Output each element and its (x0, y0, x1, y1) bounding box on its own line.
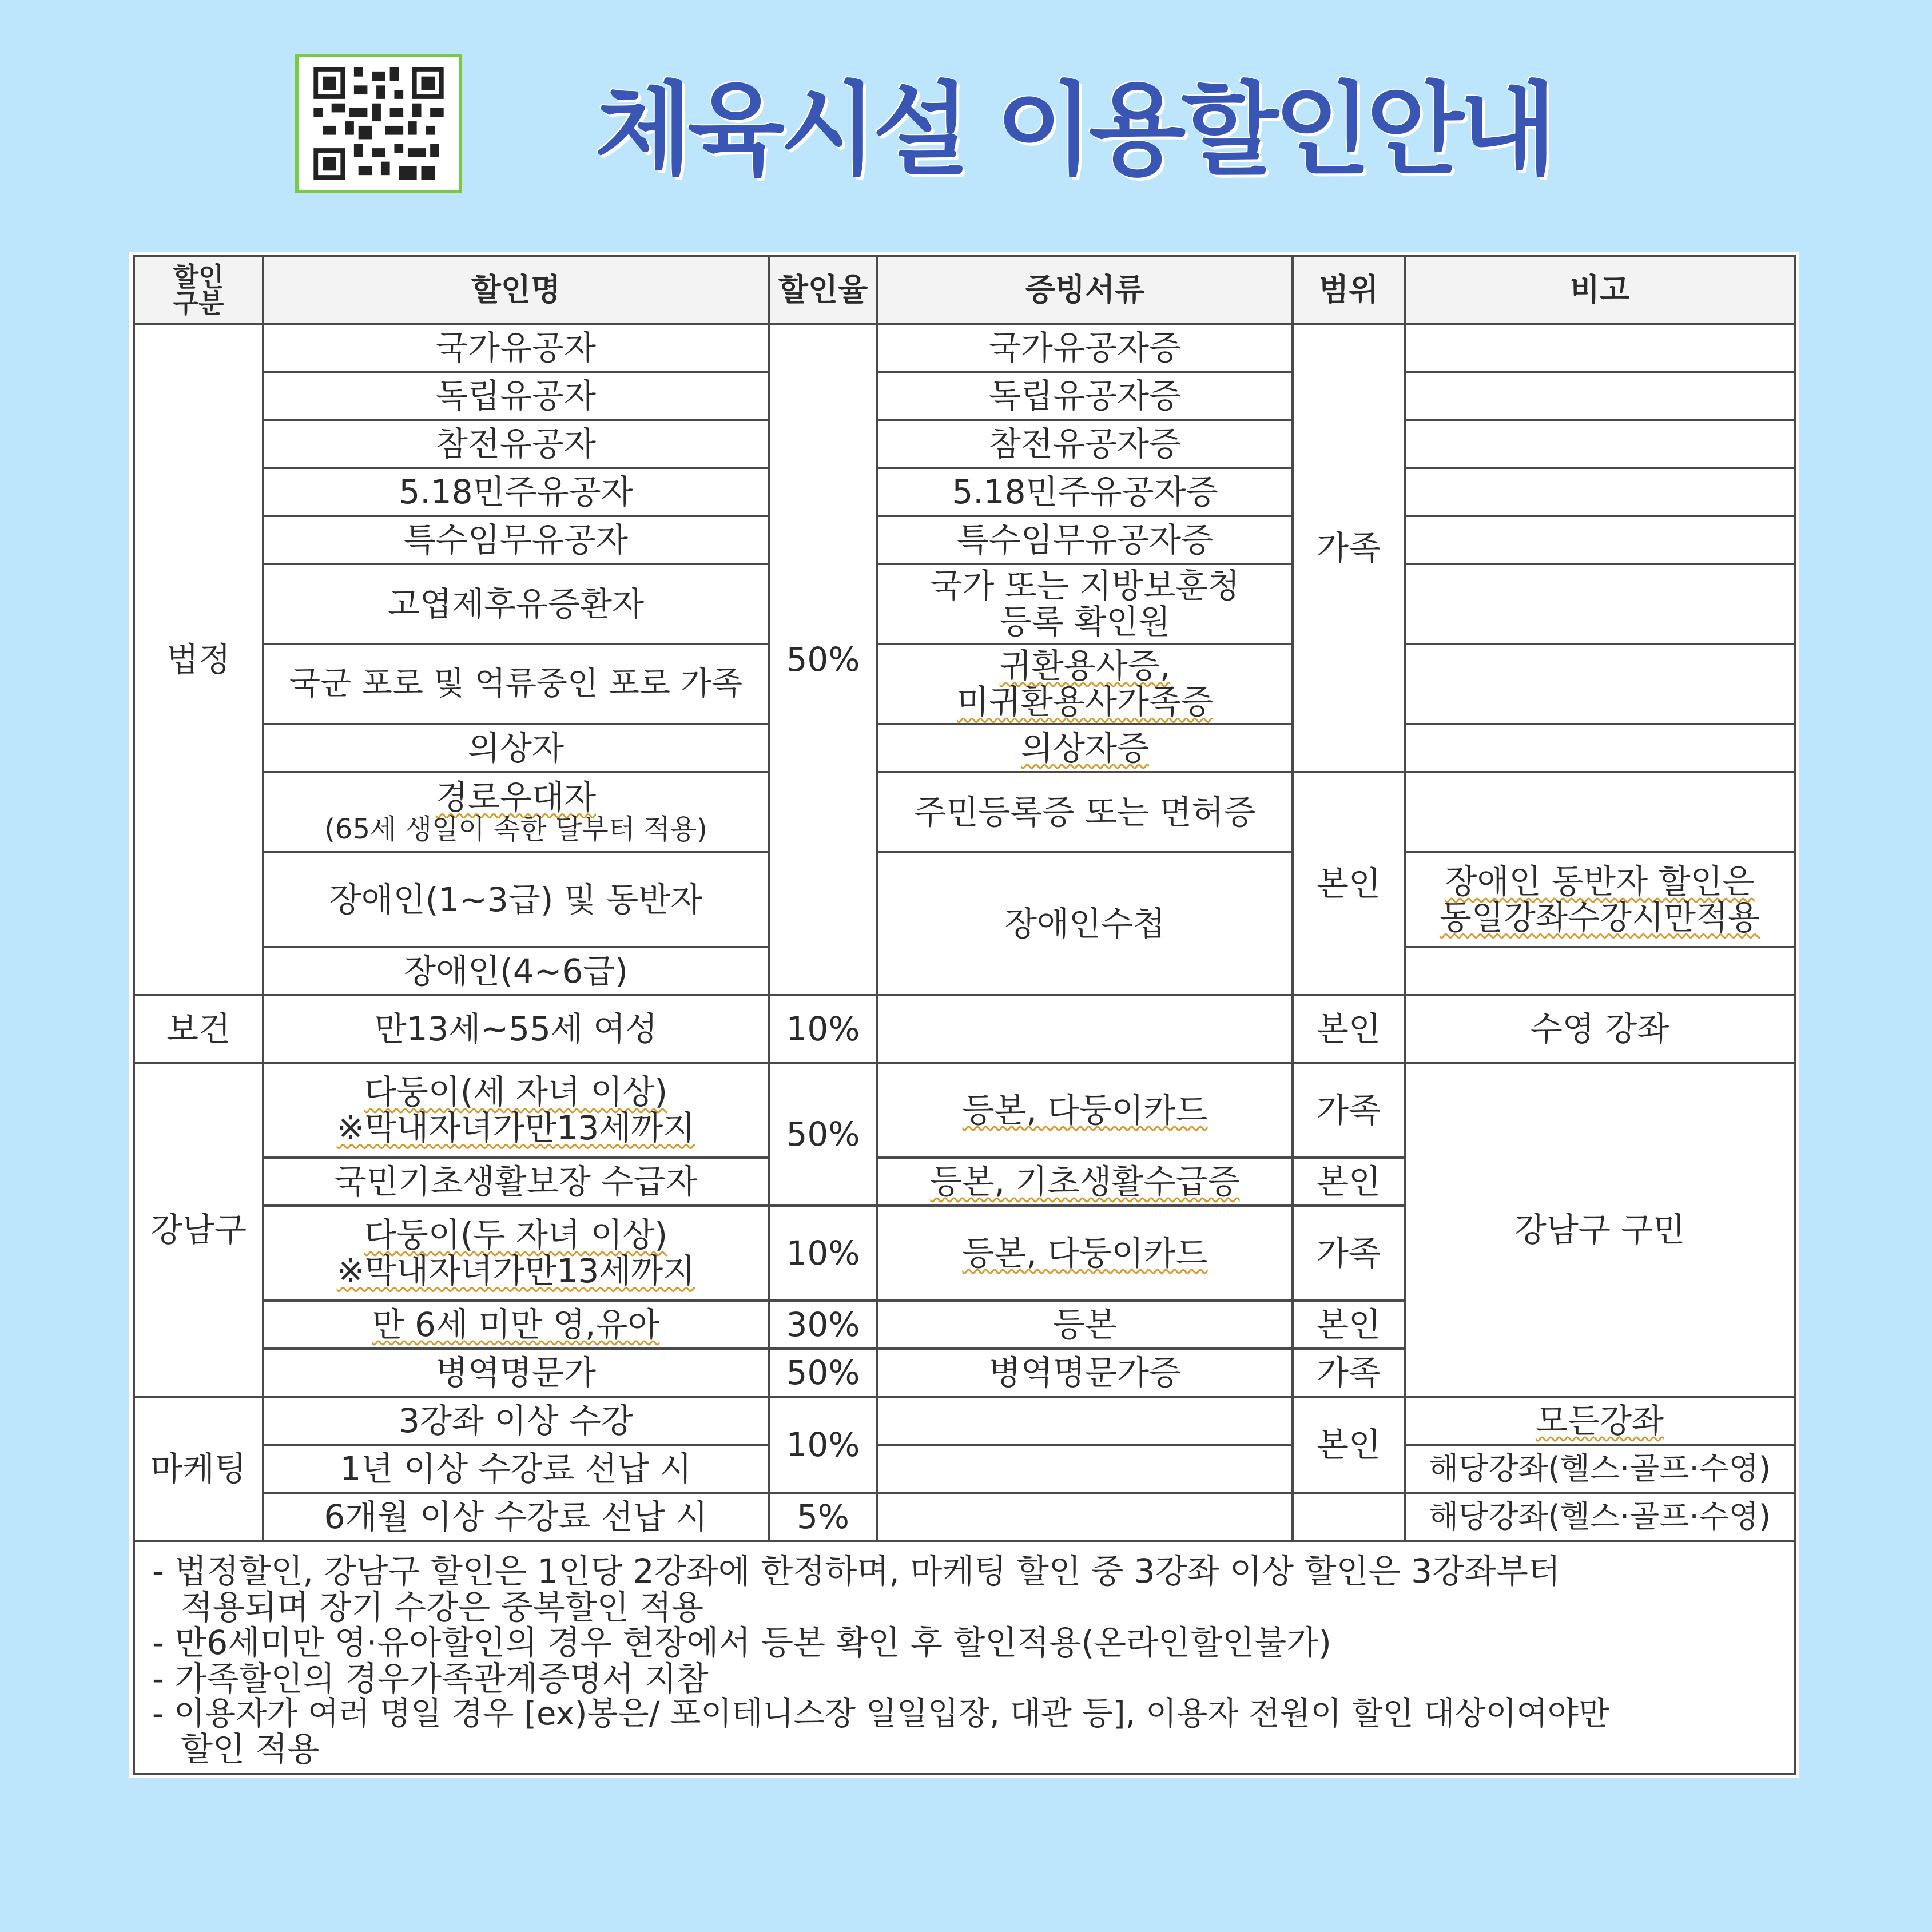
discount-name: 독립유공자 (263, 372, 769, 420)
discount-name: 고엽제후유증환자 (263, 564, 769, 644)
proof-document: 참전유공자증 (877, 420, 1293, 468)
discount-name-text: 만 6세 미만 영,유아 (372, 1305, 660, 1344)
discount-name: 6개월 이상 수강료 선납 시 (263, 1493, 769, 1541)
category-health: 보건 (134, 995, 263, 1063)
discount-rate: 50% (769, 324, 877, 995)
scope: 본인 (1293, 1158, 1405, 1206)
discount-name: 국가유공자 (263, 324, 769, 372)
proof-document: 국가유공자증 (877, 324, 1293, 372)
table-row (134, 1493, 1795, 1541)
scope: 가족 (1293, 1063, 1405, 1158)
discount-name: 1년 이상 수강료 선납 시 (263, 1445, 769, 1493)
header-document: 증빙서류 (877, 256, 1293, 324)
header-name: 할인명 (263, 256, 769, 324)
discount-table (133, 255, 1796, 1775)
discount-name: 국민기초생활보장 수급자 (263, 1158, 769, 1206)
header-rate: 할인율 (769, 256, 877, 324)
discount-name: 의상자 (263, 724, 769, 772)
remark-cell (1405, 724, 1795, 772)
scope: 가족 (1293, 324, 1405, 772)
remark-text: 모든강좌 (1535, 1401, 1664, 1440)
proof-document-text: 등본, 기초생활수급증 (930, 1162, 1240, 1201)
table-row (134, 420, 1795, 468)
scope (1293, 1493, 1405, 1541)
table-row (134, 995, 1795, 1063)
scope: 본인 (1293, 772, 1405, 995)
proof-document-line: 국가 또는 지방보훈청 (930, 566, 1240, 606)
header-category-text: 할인구분 (173, 261, 224, 319)
note-line: - 법정할인, 강남구 할인은 1인당 2강좌에 한정하며, 마케팅 할인 중 3강좌 이상 할인은 3강좌부터 (152, 1552, 1561, 1591)
discount-name-line: ※막내자녀가만13세까지 (336, 1251, 695, 1290)
proof-document-line: 미귀환용사가족증 (956, 682, 1214, 721)
header-category (134, 256, 263, 324)
discount-name: 국군 포로 및 억류중인 포로 가족 (263, 644, 769, 724)
discount-name (263, 1301, 769, 1349)
discount-name: 참전유공자 (263, 420, 769, 468)
proof-document-text: 의상자증 (1020, 728, 1150, 768)
note-line: - 가족할인의 경우가족관계증명서 지참 (152, 1659, 709, 1698)
discount-name: 장애인(4~6급) (263, 947, 769, 995)
header-scope: 범위 (1293, 256, 1405, 324)
qr-code[interactable] (295, 54, 462, 193)
discount-name: 장애인(1~3급) 및 동반자 (263, 852, 769, 947)
remark-cell (1405, 564, 1795, 644)
category-marketing: 마케팅 (134, 1397, 263, 1541)
qr-code-pattern (312, 67, 445, 180)
discount-name-line: 경로우대자 (435, 777, 597, 817)
discount-name (263, 772, 769, 852)
proof-document: 특수임무유공자증 (877, 516, 1293, 564)
notes-row (134, 1541, 1795, 1774)
remark-cell: 해당강좌(헬스·골프·수영) (1405, 1493, 1795, 1541)
discount-rate: 10% (769, 1206, 877, 1301)
remark-cell (1405, 644, 1795, 724)
scope: 본인 (1293, 1397, 1405, 1493)
discount-name: 3강좌 이상 수강 (263, 1397, 769, 1445)
proof-document-line: 등록 확인원 (999, 602, 1171, 641)
remark-cell (1405, 468, 1795, 516)
scope: 가족 (1293, 1349, 1405, 1397)
note-line: 할인 적용 (181, 1729, 320, 1768)
remark-cell (1405, 1397, 1795, 1445)
discount-rate: 50% (769, 1063, 877, 1206)
discount-name-line: 다둥이(세 자녀 이상) (364, 1072, 668, 1112)
remark-cell: 강남구 구민 (1405, 1063, 1795, 1397)
note-line: 적용되며 장기 수강은 중복할인 적용 (181, 1587, 704, 1627)
proof-document: 병역명문가증 (877, 1349, 1293, 1397)
proof-document: 독립유공자증 (877, 372, 1293, 420)
remark-cell (1405, 324, 1795, 372)
table-row (134, 324, 1795, 372)
note-line: - 이용자가 여러 명일 경우 [ex)봉은/ 포이테니스장 일일입장, 대관 등], 이용자 전원이 할인 대상이여야만 (152, 1695, 1609, 1732)
table-row (134, 468, 1795, 516)
proof-document (877, 1206, 1293, 1301)
discount-name: 병역명문가 (263, 1349, 769, 1397)
discount-name (263, 1063, 769, 1158)
proof-document (877, 1063, 1293, 1158)
table-row (134, 852, 1795, 947)
discount-rate: 50% (769, 1349, 877, 1397)
discount-name (263, 1206, 769, 1301)
proof-document-line: 귀환용사증, (999, 646, 1171, 686)
table-row (134, 724, 1795, 772)
scope: 본인 (1293, 995, 1405, 1063)
discount-name-line: ※막내자녀가만13세까지 (336, 1108, 695, 1147)
proof-document (877, 1158, 1293, 1206)
table-row (134, 644, 1795, 724)
header-remark: 비고 (1405, 256, 1795, 324)
category-gangnam: 강남구 (134, 1063, 263, 1397)
proof-document (877, 564, 1293, 644)
discount-rate: 10% (769, 995, 877, 1063)
proof-document (877, 1445, 1293, 1493)
discount-name: 5.18민주유공자 (263, 468, 769, 516)
proof-document (877, 1493, 1293, 1541)
discount-name-note: (65세 생일이 속한 달부터 적용) (324, 813, 707, 846)
proof-document: 주민등록증 또는 면허증 (877, 772, 1293, 852)
scope: 본인 (1293, 1301, 1405, 1349)
proof-document: 장애인수첩 (877, 852, 1293, 995)
discount-rate: 5% (769, 1493, 877, 1541)
table-row (134, 1397, 1795, 1445)
category-legal: 법정 (134, 324, 263, 995)
proof-document: 5.18민주유공자증 (877, 468, 1293, 516)
remark-cell: 해당강좌(헬스·골프·수영) (1405, 1445, 1795, 1493)
table-row (134, 372, 1795, 420)
proof-document-text: 등본, 다둥이카드 (962, 1233, 1208, 1273)
table-row (134, 1063, 1795, 1158)
table-row (134, 516, 1795, 564)
table-header-row (134, 256, 1795, 324)
scope: 가족 (1293, 1206, 1405, 1301)
proof-document (877, 724, 1293, 772)
remark-cell (1405, 420, 1795, 468)
remark-cell (1405, 947, 1795, 995)
proof-document-text: 등본, 다둥이카드 (962, 1090, 1208, 1130)
remark-cell (1405, 372, 1795, 420)
remark-cell (1405, 516, 1795, 564)
notes-cell (134, 1541, 1795, 1774)
proof-document: 등본 (877, 1301, 1293, 1349)
discount-name-line: 다둥이(두 자녀 이상) (364, 1215, 668, 1255)
table-row (134, 1445, 1795, 1493)
table-row (134, 772, 1795, 852)
remark-cell: 수영 강좌 (1405, 995, 1795, 1063)
remark-cell (1405, 852, 1795, 947)
table-row (134, 564, 1795, 644)
page-title: 체육시설 이용할인안내 (595, 71, 1552, 189)
remark-line: 동일강좌수강시만적용 (1439, 898, 1760, 937)
proof-document (877, 995, 1293, 1063)
proof-document (877, 1397, 1293, 1445)
note-line: - 만6세미만 영·유아할인의 경우 현장에서 등본 확인 후 할인적용(온라인할인불가) (152, 1623, 1331, 1663)
discount-rate: 30% (769, 1301, 877, 1349)
remark-line: 장애인 동반자 할인은 (1445, 862, 1755, 901)
discount-name: 만13세~55세 여성 (263, 995, 769, 1063)
remark-cell (1405, 772, 1795, 852)
discount-rate: 10% (769, 1397, 877, 1493)
discount-name: 특수임무유공자 (263, 516, 769, 564)
proof-document (877, 644, 1293, 724)
